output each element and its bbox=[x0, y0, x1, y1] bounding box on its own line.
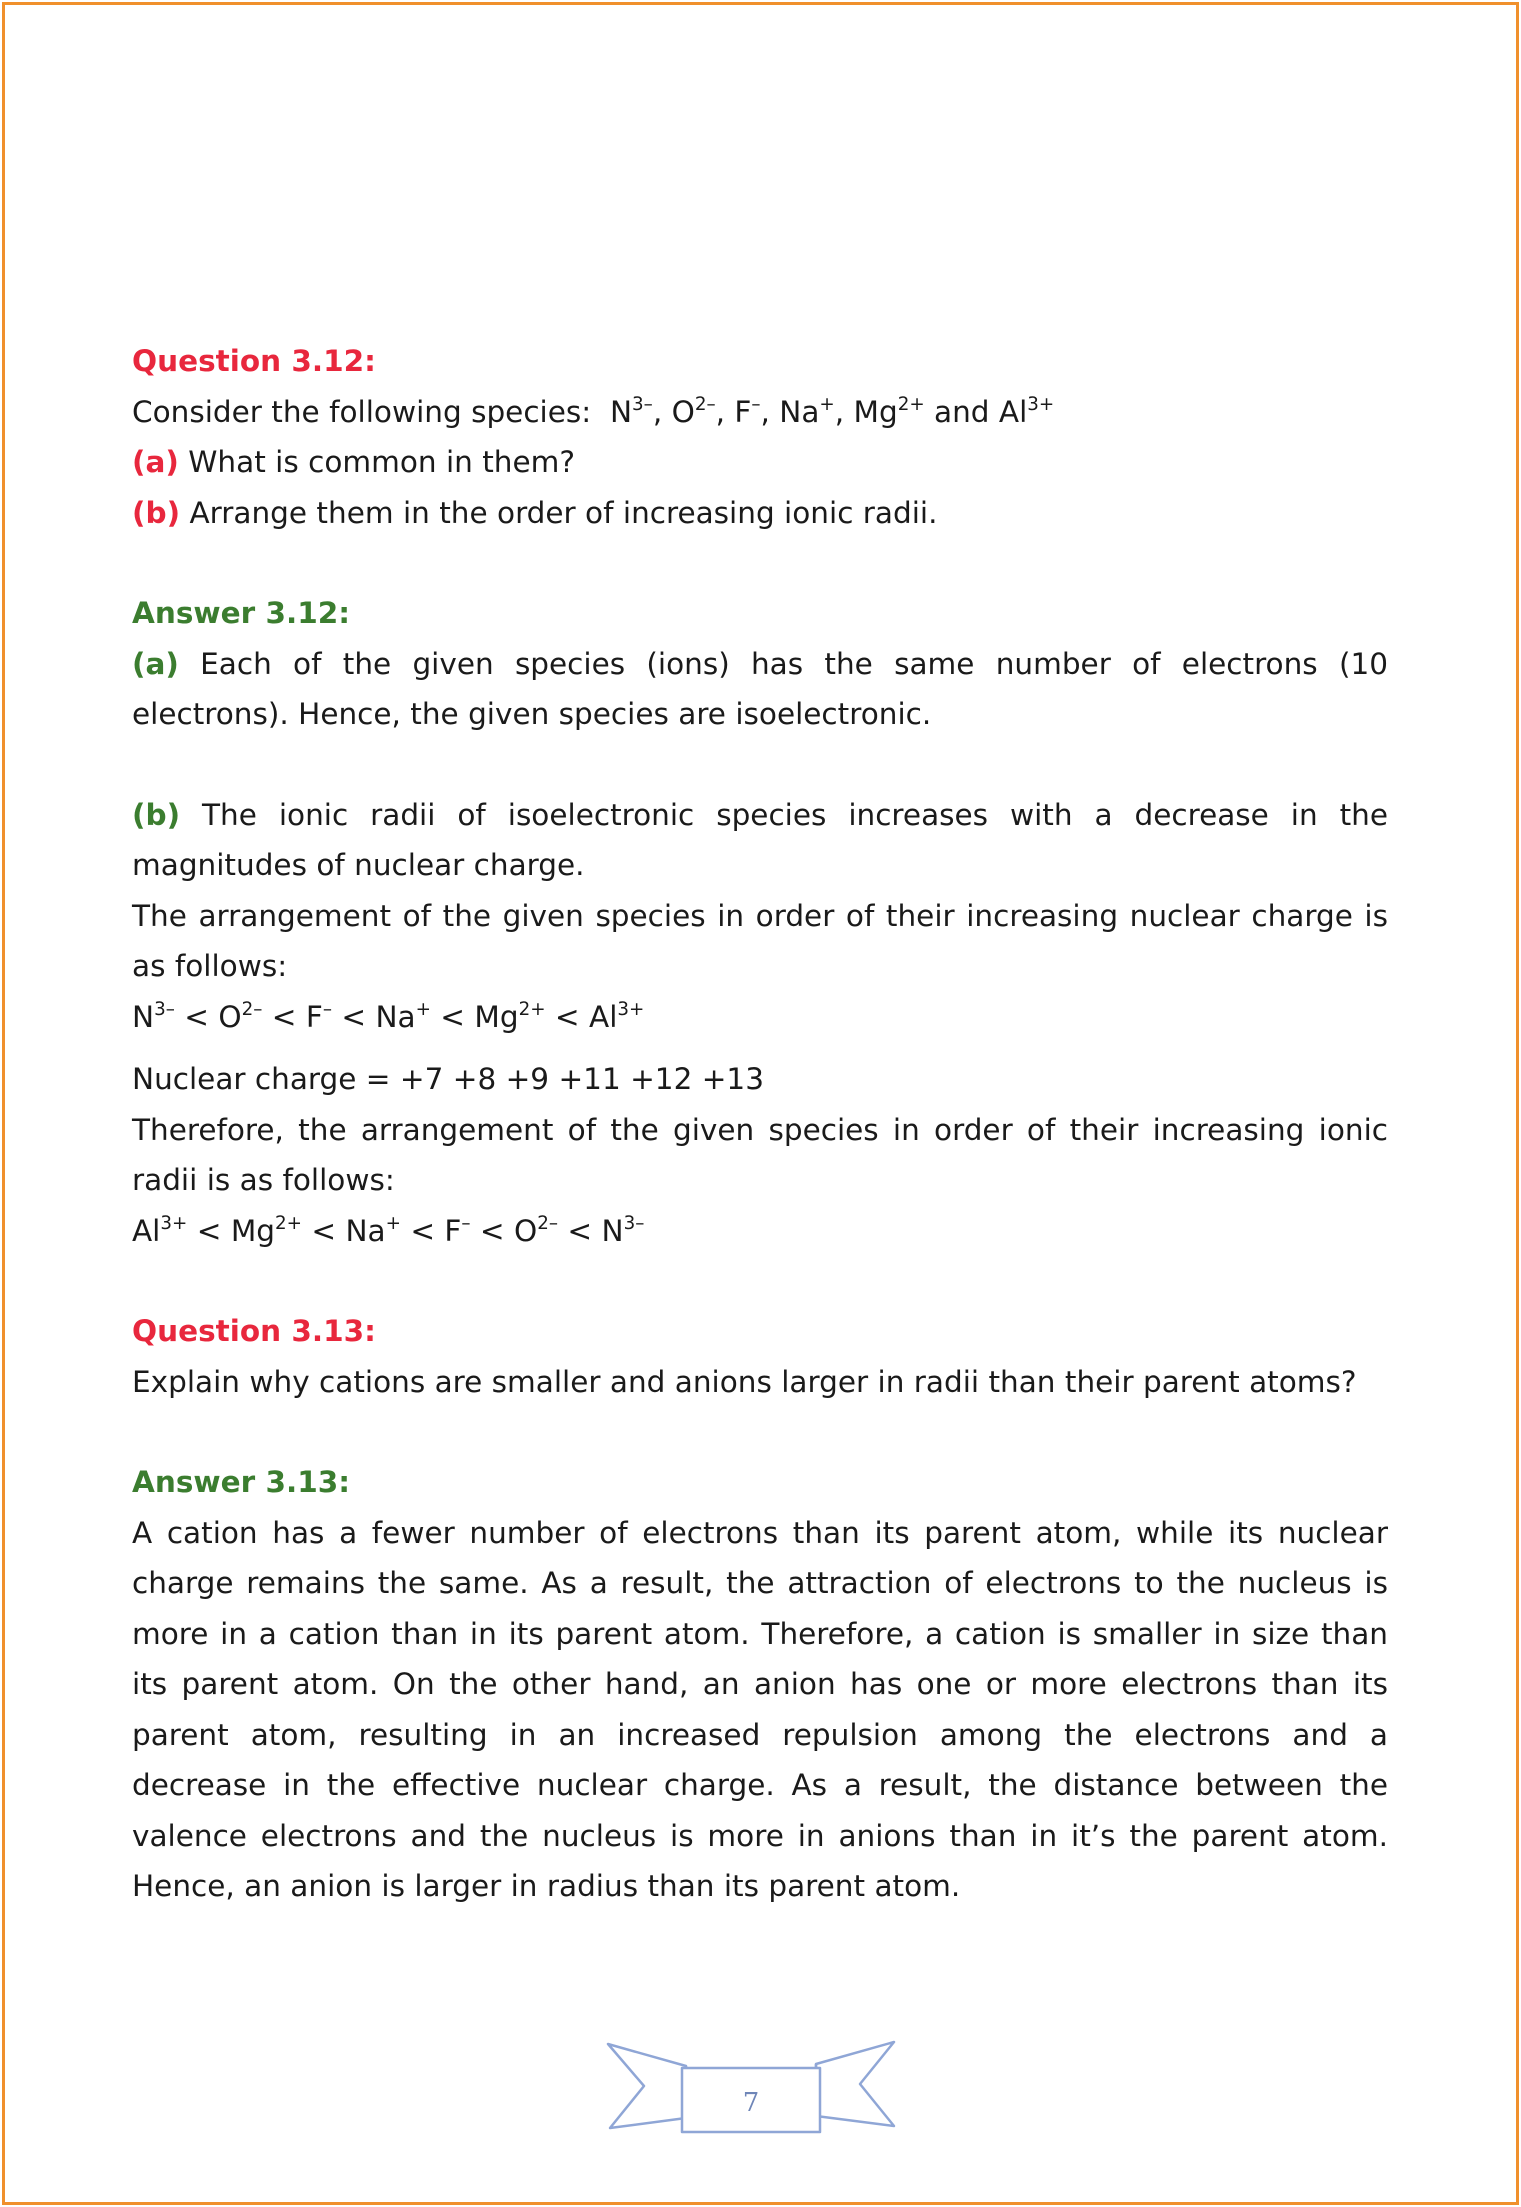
question-3-12-intro bbox=[132, 387, 1388, 438]
ion bbox=[132, 1214, 187, 1248]
question-3-13-heading: Question 3.13: bbox=[132, 1314, 376, 1348]
ion-symbol: Mg bbox=[853, 394, 898, 429]
ion-charge: 2+ bbox=[275, 1213, 302, 1235]
ion bbox=[610, 395, 653, 429]
ion-charge: – bbox=[322, 999, 332, 1021]
answer-a-label: (a) bbox=[132, 646, 179, 681]
ion-charge: 3+ bbox=[160, 1213, 188, 1235]
ion-symbol: Mg bbox=[230, 1213, 276, 1248]
species-list: $N^{3-}$, $O^{2-}$, F–, Na+, $Mg^{2+}$ and $Al^{3+}$ bbox=[609, 394, 1055, 429]
ion-charge: 2+ bbox=[897, 394, 925, 416]
radii-order: $Al^{3+} < Mg^{2+} < Na^+ < F^- < O^{2-} < N^{3-}$ bbox=[132, 1213, 645, 1248]
answer-3-12-heading: Answer 3.12: bbox=[132, 596, 351, 630]
ion bbox=[779, 395, 834, 429]
part-b-text: Arrange them in the order of increasing ionic radii. bbox=[189, 495, 938, 530]
ion-symbol: O bbox=[671, 394, 695, 429]
ion-charge: 2– bbox=[694, 394, 716, 416]
ion-symbol: Na bbox=[779, 394, 820, 429]
ion bbox=[602, 1214, 645, 1248]
ion-charge: – bbox=[751, 394, 761, 416]
question-3-12-heading: Question 3.12: bbox=[132, 344, 376, 378]
ion-charge: + bbox=[385, 1213, 401, 1235]
ion-symbol: F bbox=[734, 394, 752, 429]
question-3-13-text: Explain why cations are smaller and anions larger in radii than their parent atoms? bbox=[132, 1364, 1357, 1399]
charge-order: $N^{3-} < O^{2-} < F^- < Na^+ < Mg^{2+} < Al^{3+}$ bbox=[132, 999, 645, 1034]
ion bbox=[672, 395, 716, 429]
answer-b-text: The ionic radii of isoelectronic species increases with a decrease in the magnitudes of nuclear charge. bbox=[132, 797, 1388, 882]
ion bbox=[306, 1000, 332, 1034]
answer-3-13-text: A cation has a fewer number of electrons than its parent atom, while its nuclear charge remains the same. As a result, the attraction of electrons to the nucleus is more in a cation than in its parent atom. Therefore, a cation is smaller in size than its parent atom. On the other hand, an anion has one or more electrons than its parent atom, resulting in an increased repulsion among the electrons and a decrease in the effective nuclear charge. As a result, the distance between the valence electrons and the nucleus is more in anions than in it’s the parent atom. Hence, an anion is larger in radius than its parent atom. bbox=[132, 1515, 1388, 1903]
therefore-text: Therefore, the arrangement of the given species in order of their increasing ionic radii is as follows: bbox=[132, 1112, 1388, 1197]
ion-charge: 3– bbox=[623, 1213, 645, 1235]
answer-3-12-part-b bbox=[132, 790, 1388, 891]
page-content bbox=[132, 336, 1388, 1912]
ion bbox=[132, 1000, 175, 1034]
answer-b-label: (b) bbox=[132, 797, 181, 832]
ion-symbol: N bbox=[609, 394, 633, 429]
ion-charge: 2+ bbox=[518, 999, 546, 1021]
question-3-12-part-b bbox=[132, 488, 1388, 539]
answer-3-12-part-a bbox=[132, 639, 1388, 740]
ion-symbol: Mg bbox=[474, 999, 519, 1034]
ion-symbol: N bbox=[601, 1213, 624, 1248]
ion bbox=[345, 1214, 400, 1248]
page-number-ribbon bbox=[606, 2040, 896, 2150]
page-number: 7 bbox=[742, 2088, 760, 2118]
ion-symbol: Al bbox=[132, 1213, 161, 1248]
part-a-label: (a) bbox=[132, 445, 179, 479]
ion bbox=[231, 1214, 302, 1248]
ion-charge: 2– bbox=[241, 999, 263, 1021]
ion bbox=[474, 1000, 545, 1034]
ion bbox=[589, 1000, 644, 1034]
ion bbox=[999, 395, 1054, 429]
ion-charge: 3+ bbox=[617, 999, 645, 1021]
ion-symbol: N bbox=[132, 999, 155, 1034]
part-a-text: What is common in them? bbox=[188, 445, 576, 479]
ion-symbol: O bbox=[218, 999, 242, 1034]
ion bbox=[444, 1214, 470, 1248]
ion bbox=[514, 1214, 558, 1248]
ion-charge: + bbox=[415, 999, 431, 1021]
ion bbox=[218, 1000, 262, 1034]
arrangement-text: The arrangement of the given species in order of their increasing nuclear charge is as follows: bbox=[132, 898, 1388, 983]
ion-charge: 3– bbox=[154, 999, 175, 1021]
ion-charge: + bbox=[819, 394, 835, 416]
intro-text: Consider the following species: bbox=[132, 394, 592, 429]
ion-charge: 2– bbox=[537, 1213, 559, 1235]
ion-charge: 3– bbox=[632, 394, 653, 416]
part-b-label: (b) bbox=[132, 495, 181, 530]
ion bbox=[734, 395, 760, 429]
answer-a-text: Each of the given species (ions) has the same number of electrons (10 electrons). Hence, the given species are isoelectronic. bbox=[132, 646, 1388, 731]
ion-charge: 3+ bbox=[1027, 394, 1055, 416]
ion-symbol: Al bbox=[998, 394, 1028, 429]
ion bbox=[854, 395, 925, 429]
ion-symbol: F bbox=[444, 1213, 462, 1248]
ion bbox=[375, 1000, 430, 1034]
ion-symbol: F bbox=[305, 999, 323, 1034]
ion-charge: – bbox=[461, 1213, 471, 1235]
ion-symbol: Al bbox=[589, 999, 618, 1034]
ion-symbol: Na bbox=[375, 999, 416, 1034]
nuclear-charge-values: Nuclear charge = +7 +8 +9 +11 +12 +13 bbox=[132, 1062, 764, 1096]
question-3-12-part-a bbox=[132, 437, 1388, 488]
answer-3-13-heading: Answer 3.13: bbox=[132, 1465, 351, 1499]
ion-symbol: Na bbox=[345, 1213, 386, 1248]
ion-symbol: O bbox=[514, 1213, 538, 1248]
